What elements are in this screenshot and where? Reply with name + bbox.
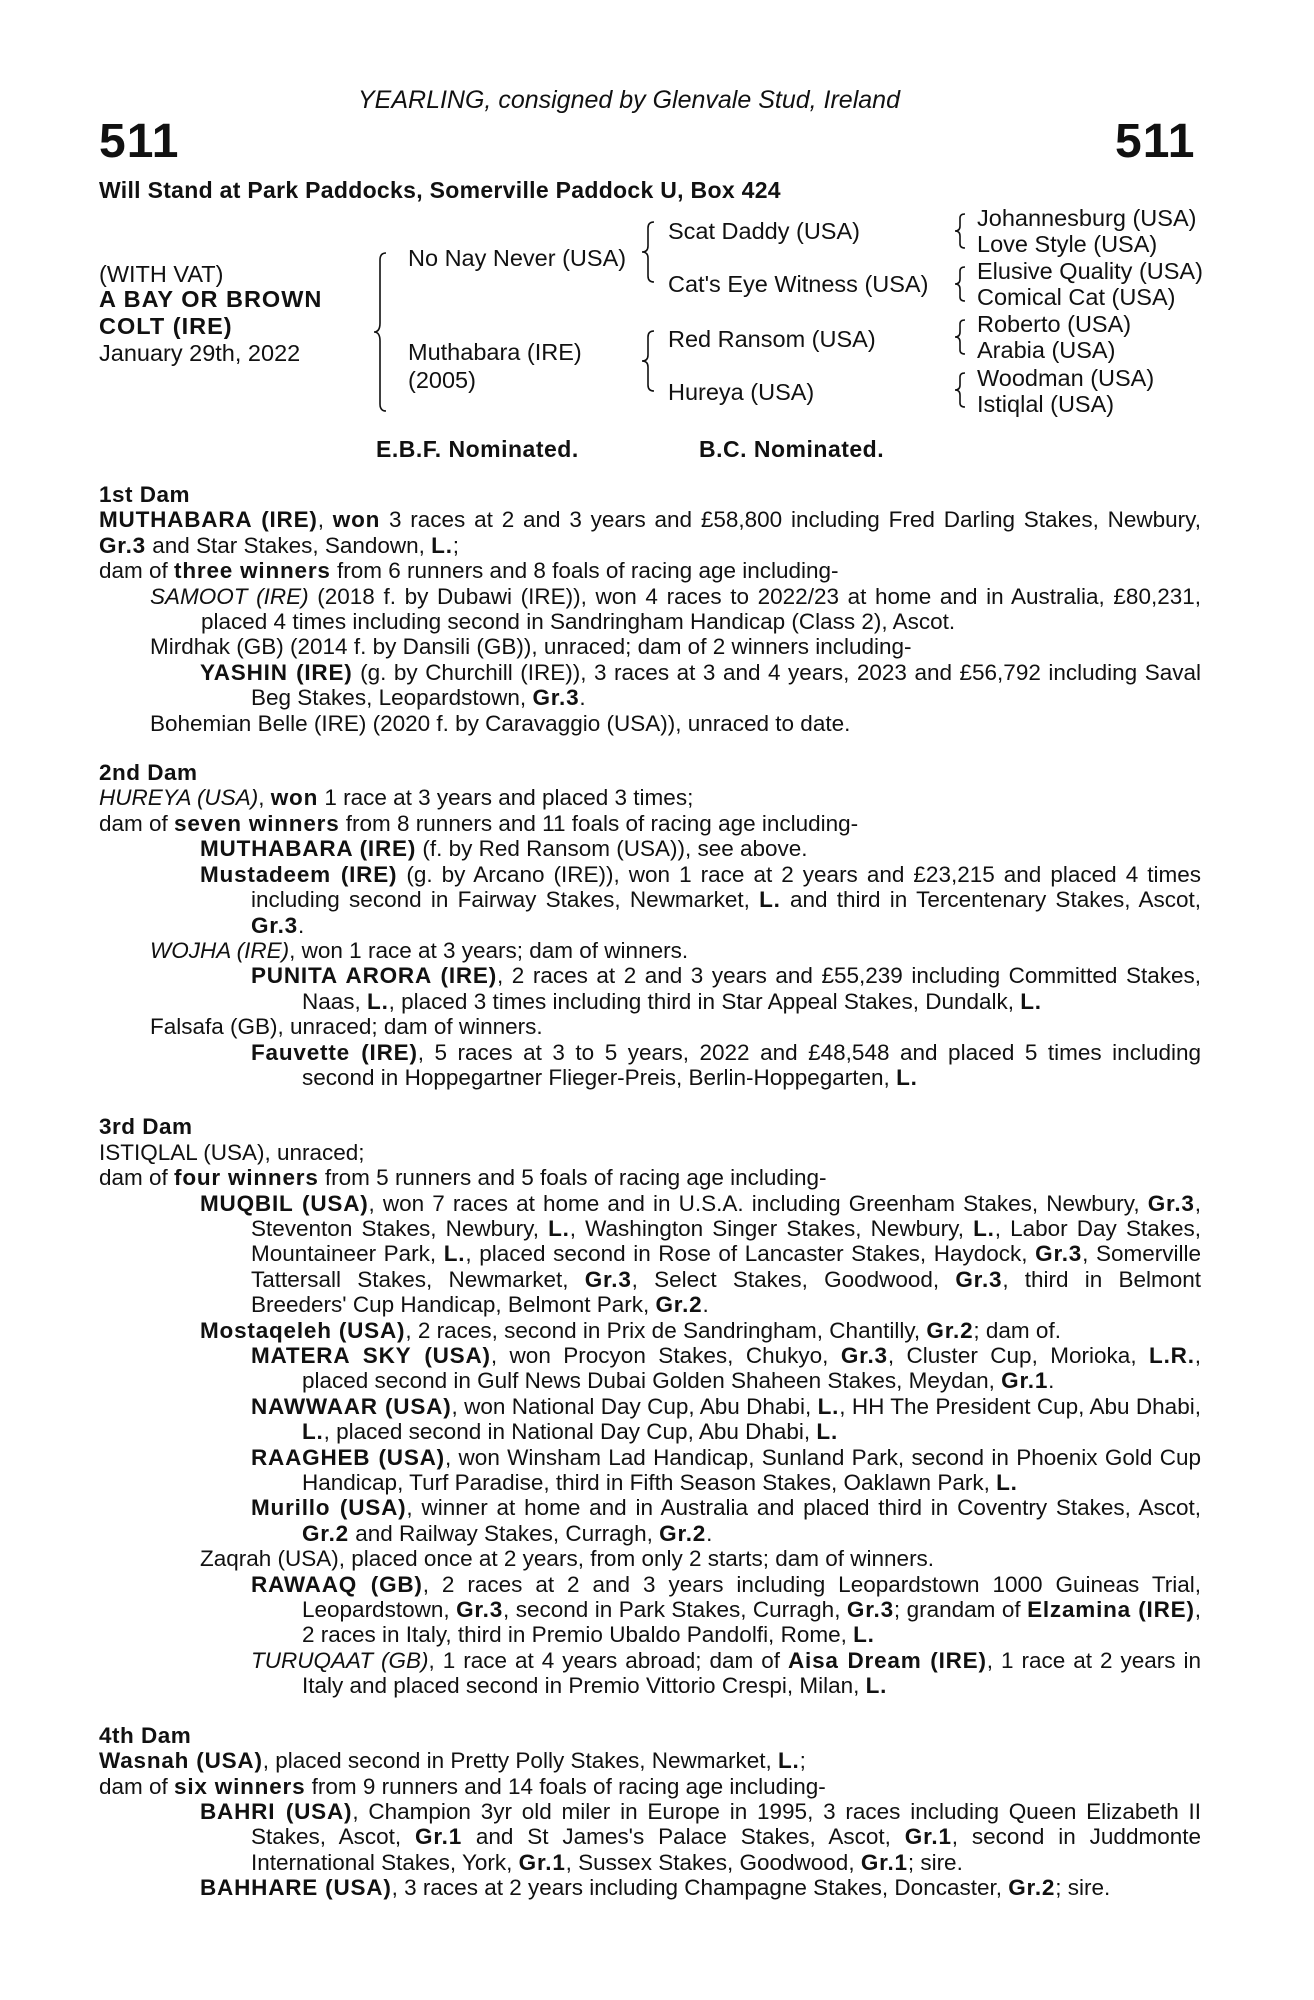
pedigree-dd-dam: Istiqlal (USA) (977, 391, 1115, 417)
text: , placed second in National Day Cup, Abu Dhabi, (323, 1419, 817, 1445)
pedigree-entry (99, 507, 1201, 558)
catalogue-subtitle: YEARLING, consigned by Glenvale Stud, Ireland (358, 86, 900, 114)
dam-section (99, 760, 1201, 1090)
text: Falsafa (GB), unraced; dam of winners. (150, 1014, 543, 1040)
bold-text: Gr.2 (655, 1292, 703, 1318)
italic-text: HUREYA (USA) (99, 785, 259, 811)
pedigree-entry (99, 1648, 1201, 1699)
text: and St James's Palace Stakes, Ascot, (462, 1824, 905, 1850)
pedigree-entry (99, 1445, 1201, 1496)
text: , won Winsham Lad Handicap, Sunland Park, second in Phoenix Gold Cup Handicap, Turf Paradise, third in Fifth Season Stakes, Oaklawn Park, (302, 1444, 1201, 1496)
bold-text: Gr.1 (860, 1849, 908, 1875)
bold-text: L. (816, 1419, 839, 1445)
bold-text: Aisa Dream (IRE) (787, 1647, 987, 1673)
pedigree-sd-sire: Elusive Quality (USA) (977, 258, 1203, 284)
bold-text: L. (973, 1215, 995, 1241)
dam-section-heading: 1st Dam (99, 482, 191, 507)
text: dam of (99, 558, 175, 584)
dam-section-heading: 2nd Dam (99, 760, 198, 786)
bold-text: NAWWAAR (USA) (251, 1393, 452, 1419)
pedigree-entry (99, 1748, 1201, 1773)
pedigree-entry (99, 1014, 1201, 1039)
text: , second in Juddmonte International Stakes, York, (251, 1824, 1201, 1875)
pedigree-entry (99, 963, 1201, 1014)
bold-text: Gr.3 (584, 1266, 632, 1292)
text: . (579, 685, 586, 711)
lot-number-right: 511 (1115, 115, 1196, 168)
bold-text: Gr.1 (518, 1849, 566, 1875)
text: and Star Stakes, Sandown, (145, 532, 432, 558)
bold-text: Gr.2 (1008, 1875, 1056, 1901)
pedigree-bracket-sd (953, 266, 969, 302)
dam-section-heading: 4th Dam (99, 1722, 192, 1748)
bold-text: Gr.3 (251, 912, 298, 938)
pedigree-entry (99, 811, 1201, 836)
bold-text: Gr.3 (846, 1597, 894, 1623)
bold-text: six winners (174, 1773, 306, 1799)
pedigree-dam: Muthabara (IRE) (408, 339, 582, 365)
pedigree-bracket-sire (640, 221, 660, 283)
text: 3 races at 2 and 3 years and £58,800 including Fred Darling Stakes, Newbury, (380, 507, 1201, 533)
text: , Cluster Cup, Morioka, (887, 1343, 1150, 1368)
text: and third in Tercentenary Stakes, Ascot, (780, 887, 1201, 913)
pedigree-sd-dam: Comical Cat (USA) (977, 284, 1176, 310)
pedigree-dd-sire: Woodman (USA) (977, 365, 1155, 391)
italic-text: SAMOOT (IRE) (150, 583, 309, 609)
pedigree-entry (99, 1318, 1201, 1343)
pedigree-entry (99, 558, 1201, 583)
text: , placed second in Pretty Polly Stakes, Newmarket, (262, 1748, 779, 1774)
text: , third in Belmont Breeders' Cup Handicap, Belmont Park, (251, 1266, 1201, 1318)
pedigree-entry (99, 634, 1201, 659)
pedigree-entry (99, 711, 1201, 736)
bold-text: L. (443, 1241, 466, 1267)
bold-text: won (332, 507, 381, 533)
bold-text: YASHIN (IRE) (200, 659, 353, 685)
text: (g. by Arcano (IRE)), won 1 race at 2 years and £23,215 and placed 4 times including second in Fairway Stakes, Newmarket, (251, 861, 1201, 913)
text: , 2 races at 2 and 3 years including Leopardstown 1000 Guineas Trial, Leopardstown, (302, 1571, 1201, 1623)
text: from 6 runners and 8 foals of racing age including- (330, 558, 839, 584)
bold-text: RAWAAQ (GB) (251, 1571, 423, 1597)
text: , Champion 3yr old miler in Europe in 1995, 3 races including Queen Elizabeth II Stakes, Ascot, (251, 1798, 1201, 1850)
pedigree-dam-sire: Red Ransom (USA) (668, 326, 876, 352)
text: (f. by Red Ransom (USA)), see above. (416, 836, 808, 862)
bold-text: L. (367, 988, 389, 1014)
pedigree-entry (99, 584, 1201, 635)
pedigree-ss-dam: Love Style (USA) (977, 231, 1158, 257)
text: , (317, 507, 333, 533)
text: . (706, 1520, 713, 1546)
bold-text: seven winners (174, 810, 340, 836)
pedigree-bracket-gen1 (372, 252, 392, 412)
horse-foaling-date: January 29th, 2022 (99, 340, 301, 366)
text: , Steventon Stakes, Newbury, (251, 1190, 1201, 1241)
dam-section (99, 1114, 1201, 1698)
bold-text: L. (778, 1748, 800, 1774)
ebf-nomination: E.B.F. Nominated. (376, 436, 579, 462)
pedigree-entry (99, 836, 1201, 861)
text: ; grandam of (893, 1597, 1028, 1623)
text: , won National Day Cup, Abu Dhabi, (451, 1393, 818, 1419)
pedigree-entry (99, 1040, 1201, 1091)
pedigree-entry (99, 1495, 1201, 1546)
text: , 2 races in Italy, third in Premio Ubaldo Pandolfi, Rome, (302, 1597, 1202, 1648)
bold-text: L. (865, 1673, 888, 1699)
text: 1 race at 3 years and placed 3 times; (318, 785, 694, 811)
text: , second in Park Stakes, Curragh, (503, 1597, 847, 1623)
text: ; (452, 532, 460, 558)
pedigree-entry (99, 1140, 1201, 1165)
text: from 5 runners and 5 foals of racing age including- (318, 1165, 827, 1191)
bold-text: Fauvette (IRE) (251, 1039, 418, 1065)
text: . (702, 1292, 709, 1318)
stand-location: Will Stand at Park Paddocks, Somerville Paddock U, Box 424 (99, 177, 781, 203)
text: , 2 races, second in Prix de Sandringham, Chantilly, (405, 1317, 927, 1343)
bold-text: L. (853, 1622, 875, 1648)
catalogue-pedigree-notes (99, 482, 1201, 1901)
text: , HH The President Cup, Abu Dhabi, (839, 1393, 1201, 1419)
text: , Somerville Tattersall Stakes, Newmarket, (251, 1241, 1201, 1292)
text: dam of (99, 1165, 175, 1191)
text: , won 1 race at 3 years; dam of winners. (289, 937, 689, 963)
text: ; dam of. (973, 1317, 1061, 1343)
pedigree-bracket-ds (953, 319, 969, 355)
italic-text: WOJHA (IRE) (150, 937, 290, 963)
text: dam of (99, 1773, 175, 1799)
pedigree-entry (99, 1546, 1201, 1571)
pedigree-entry (99, 1774, 1201, 1799)
bold-text: Mustadeem (IRE) (200, 861, 398, 887)
text: , placed 3 times including third in Star Appeal Stakes, Dundalk, (388, 988, 1021, 1014)
bold-text: Gr.2 (302, 1520, 349, 1546)
pedigree-sire-dam: Cat's Eye Witness (USA) (668, 271, 929, 297)
text: , 1 race at 4 years abroad; dam of (428, 1647, 788, 1673)
bold-text: MUTHABARA (IRE) (200, 836, 417, 862)
bold-text: Murillo (USA) (251, 1495, 407, 1521)
horse-name-line1: A BAY OR BROWN (99, 286, 323, 312)
text: , Labor Day Stakes, Mountaineer Park, (251, 1215, 1201, 1267)
vat-note: (WITH VAT) (99, 261, 224, 287)
pedigree-entry (99, 1799, 1201, 1875)
text: ; sire. (1055, 1875, 1111, 1901)
bc-nomination: B.C. Nominated. (699, 436, 885, 462)
bold-text: L. (817, 1393, 840, 1419)
bold-text: Gr.3 (840, 1343, 888, 1368)
bold-text: MUQBIL (USA) (200, 1190, 369, 1216)
pedigree-sire-sire: Scat Daddy (USA) (668, 218, 860, 244)
text: , 3 races at 2 years including Champagne Stakes, Doncaster, (391, 1875, 1009, 1901)
text: , placed second in Gulf News Dubai Golden Shaheen Stakes, Meydan, (302, 1343, 1202, 1394)
text: ; (799, 1748, 806, 1774)
horse-name-line2: COLT (IRE) (99, 313, 233, 339)
bold-text: L. (759, 887, 781, 913)
pedigree-entry (99, 862, 1201, 938)
text: , 1 race at 2 years in Italy and placed second in Premio Vittorio Crespi, Milan, (302, 1647, 1201, 1699)
pedigree-bracket-dd (953, 372, 969, 408)
text: ; sire. (907, 1849, 963, 1875)
text: Mirdhak (GB) (2014 f. by Dansili (GB)), unraced; dam of 2 winners including- (150, 634, 912, 660)
pedigree-dam-dam: Hureya (USA) (668, 379, 815, 405)
text: , Washington Singer Stakes, Newbury, (569, 1215, 974, 1241)
pedigree-entry (99, 1875, 1201, 1900)
text: Bohemian Belle (IRE) (2020 f. by Caravaggio (USA)), unraced to date. (150, 710, 851, 736)
bold-text: PUNITA ARORA (IRE) (251, 963, 498, 989)
text: . (297, 912, 305, 938)
pedigree-ss-sire: Johannesburg (USA) (977, 205, 1197, 231)
text: ISTIQLAL (USA), unraced; (99, 1139, 365, 1165)
text: , placed second in Rose of Lancaster Stakes, Haydock, (465, 1241, 1036, 1267)
text: Zaqrah (USA), placed once at 2 years, from only 2 starts; dam of winners. (200, 1546, 935, 1572)
bold-text: Gr.2 (926, 1317, 974, 1343)
bold-text: L. (896, 1064, 918, 1090)
bold-text: Elzamina (IRE) (1027, 1597, 1195, 1623)
bold-text: L.R. (1149, 1343, 1195, 1368)
bold-text: Gr.3 (532, 685, 580, 711)
pedigree-bracket-ss (953, 213, 969, 249)
text: dam of (99, 810, 175, 836)
italic-text: TURUQAAT (GB) (251, 1647, 429, 1673)
pedigree-entry (99, 1165, 1201, 1190)
pedigree-entry (99, 1394, 1201, 1445)
pedigree-ds-dam: Arabia (USA) (977, 337, 1116, 363)
text: , Select Stakes, Goodwood, (631, 1266, 956, 1292)
pedigree-ds-sire: Roberto (USA) (977, 311, 1132, 337)
pedigree-entry (99, 1191, 1201, 1318)
bold-text: Wasnah (USA) (99, 1748, 263, 1774)
text: and Railway Stakes, Curragh, (348, 1520, 660, 1546)
bold-text: Gr.1 (1001, 1368, 1049, 1394)
bold-text: four winners (174, 1165, 319, 1191)
bold-text: won (270, 785, 319, 811)
bold-text: MUTHABARA (IRE) (99, 507, 318, 533)
text: from 8 runners and 11 foals of racing age including- (339, 810, 859, 836)
bold-text: L. (431, 532, 453, 558)
bold-text: Gr.1 (904, 1824, 952, 1850)
lot-number-left: 511 (99, 115, 180, 168)
dam-section (99, 1723, 1201, 1901)
bold-text: Gr.3 (456, 1597, 504, 1623)
pedigree-entry (99, 1572, 1201, 1648)
pedigree-entry (99, 938, 1201, 963)
bold-text: Gr.2 (659, 1520, 707, 1546)
text: , won 7 races at home and in U.S.A. including Greenham Stakes, Newbury, (368, 1190, 1148, 1216)
bold-text: Gr.1 (415, 1824, 463, 1850)
text: , won Procyon Stakes, Chukyo, (490, 1343, 841, 1368)
pedigree-entry (99, 1343, 1201, 1394)
bold-text: three winners (174, 558, 331, 584)
bold-text: L. (996, 1470, 1018, 1496)
bold-text: Gr.3 (955, 1266, 1003, 1292)
bold-text: L. (1020, 988, 1042, 1014)
bold-text: L. (302, 1419, 324, 1445)
pedigree-entry (99, 660, 1201, 711)
pedigree-entry (99, 785, 1201, 810)
bold-text: BAHHARE (USA) (200, 1875, 392, 1901)
bold-text: MATERA SKY (USA) (251, 1343, 491, 1368)
bold-text: RAAGHEB (USA) (251, 1444, 445, 1470)
bold-text: BAHRI (USA) (200, 1798, 353, 1824)
bold-text: Gr.3 (1147, 1190, 1195, 1216)
text: , 2 races at 2 and 3 years and £55,239 including Committed Stakes, Naas, (302, 963, 1202, 1014)
bold-text: Gr.3 (1035, 1241, 1083, 1267)
bold-text: L. (548, 1215, 570, 1241)
text: , Sussex Stakes, Goodwood, (565, 1849, 861, 1875)
text: , winner at home and in Australia and placed third in Coventry Stakes, Ascot, (406, 1495, 1201, 1521)
pedigree-dam-year: (2005) (408, 367, 476, 393)
text: , 5 races at 3 to 5 years, 2022 and £48,548 and placed 5 times including second in Hoppegartner Flieger-Preis, Berlin-Hoppegarten, (302, 1039, 1201, 1090)
dam-section (99, 482, 1201, 736)
bold-text: Gr.3 (99, 532, 146, 558)
text: , (258, 785, 271, 811)
pedigree-bracket-dam (640, 330, 660, 392)
bold-text: Mostaqeleh (USA) (200, 1317, 406, 1343)
text: from 9 runners and 14 foals of racing age including- (305, 1773, 826, 1799)
text: (2018 f. by Dubawi (IRE)), won 4 races to 2022/23 at home and in Australia, £80,231, placed 4 times including second in Sandringham Handicap (Class 2), Ascot. (201, 583, 1202, 635)
dam-section-heading: 3rd Dam (99, 1114, 193, 1140)
text: (g. by Churchill (IRE)), 3 races at 3 and 4 years, 2023 and £56,792 including Saval Beg Stakes, Leopardstown, (251, 659, 1201, 711)
text: . (1048, 1368, 1055, 1394)
pedigree-sire: No Nay Never (USA) (408, 245, 627, 271)
